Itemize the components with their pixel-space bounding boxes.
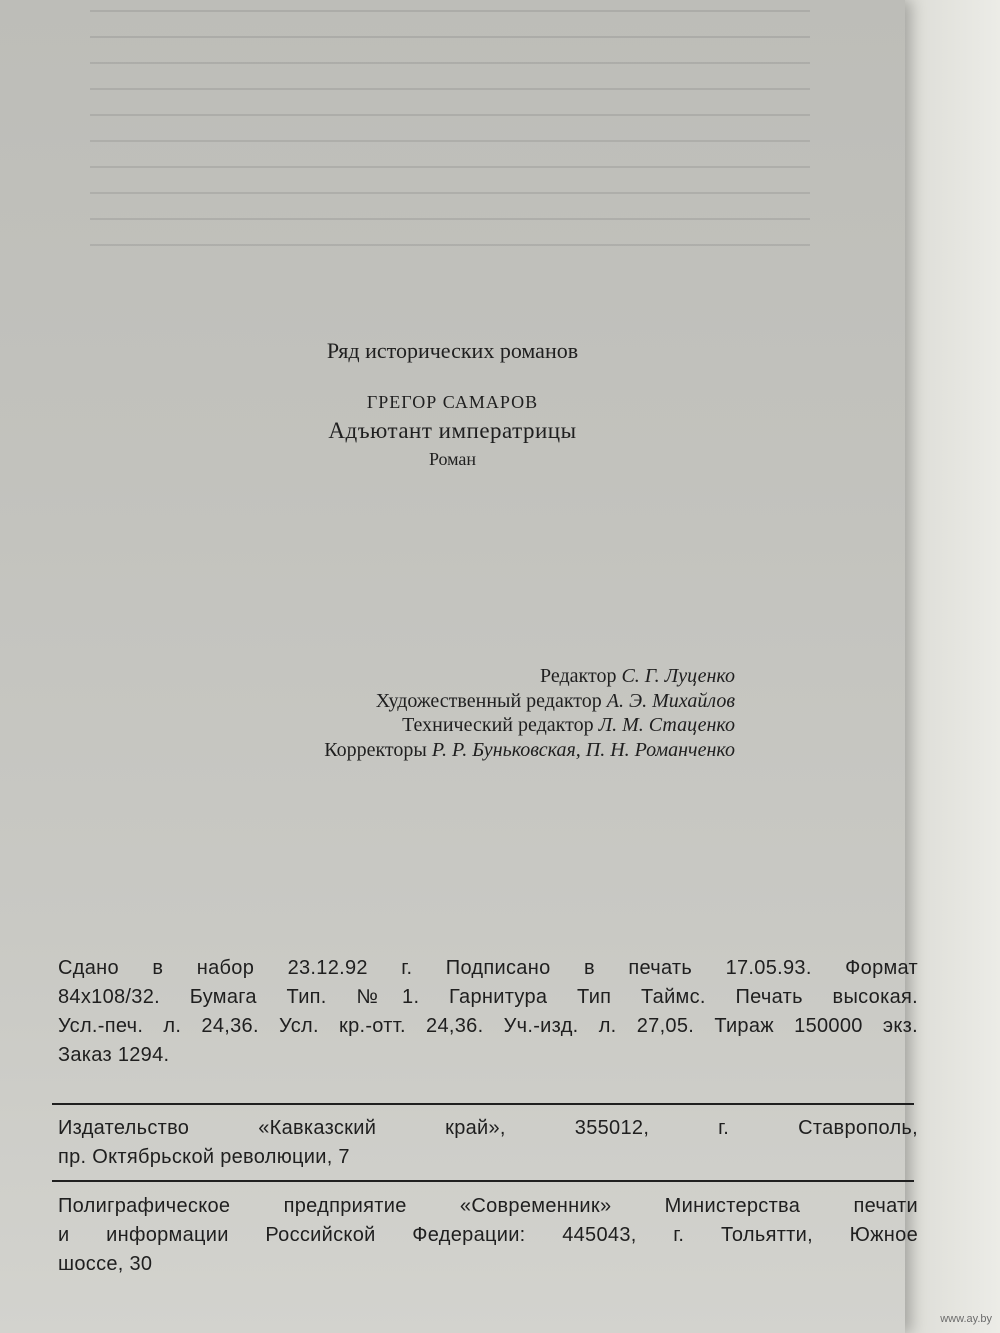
genre-label: Роман xyxy=(428,449,477,469)
print-details-line: Сдано в набор 23.12.92 г. Подписано в печать 17.05.93. Формат xyxy=(58,957,918,979)
print-details-line: 84х108/32. Бумага Тип. №1. Гарнитура Тип Таймс. Печать высокая. xyxy=(58,986,918,1008)
credit-name: С. Г. Луценко xyxy=(621,665,735,687)
credit-line xyxy=(324,664,735,689)
credit-role: Технический редактор xyxy=(402,714,594,736)
printer-line: шоссе, 30 xyxy=(58,1253,153,1275)
print-details xyxy=(58,954,918,1070)
credits-block xyxy=(324,664,735,762)
bleed-through-text xyxy=(90,10,810,290)
series-title: Ряд исторических романов xyxy=(326,338,579,363)
print-details-line: Заказ 1294. xyxy=(58,1044,170,1066)
printer-line: и информации Российской Федерации: 445043, г. Тольятти, Южное xyxy=(58,1224,918,1246)
divider-rule xyxy=(52,1103,914,1105)
publisher-block xyxy=(58,1114,918,1172)
credit-line xyxy=(324,738,735,763)
credit-role: Художественный редактор xyxy=(375,689,602,712)
printer-line: Полиграфическое предприятие «Современник» Министерства печати xyxy=(58,1195,918,1217)
publisher-line: пр. Октябрьской революции, 7 xyxy=(58,1146,350,1168)
credit-name: Л. М. Стаценко xyxy=(598,714,735,736)
credit-line xyxy=(324,713,735,738)
credit-role: Редактор xyxy=(540,665,617,687)
print-details-line: Усл.-печ. л. 24,36. Усл. кр.-отт. 24,36. Уч.-изд. л. 27,05. Тираж 150000 экз. xyxy=(58,1015,918,1037)
credit-name: А. Э. Михайлов xyxy=(606,689,735,712)
author-name: ГРЕГОР САМАРОВ xyxy=(366,392,539,412)
credit-line xyxy=(324,689,735,714)
book-title: Адъютант императрицы xyxy=(328,418,577,443)
site-watermark: www.ay.by xyxy=(940,1313,992,1325)
printer-block xyxy=(58,1192,918,1279)
credit-role: Корректоры xyxy=(324,738,427,761)
credit-name: Р. Р. Буньковская, П. Н. Романченко xyxy=(431,738,735,761)
publisher-line: Издательство «Кавказский край», 355012, г. Ставрополь, xyxy=(58,1117,918,1139)
divider-rule xyxy=(52,1180,914,1182)
